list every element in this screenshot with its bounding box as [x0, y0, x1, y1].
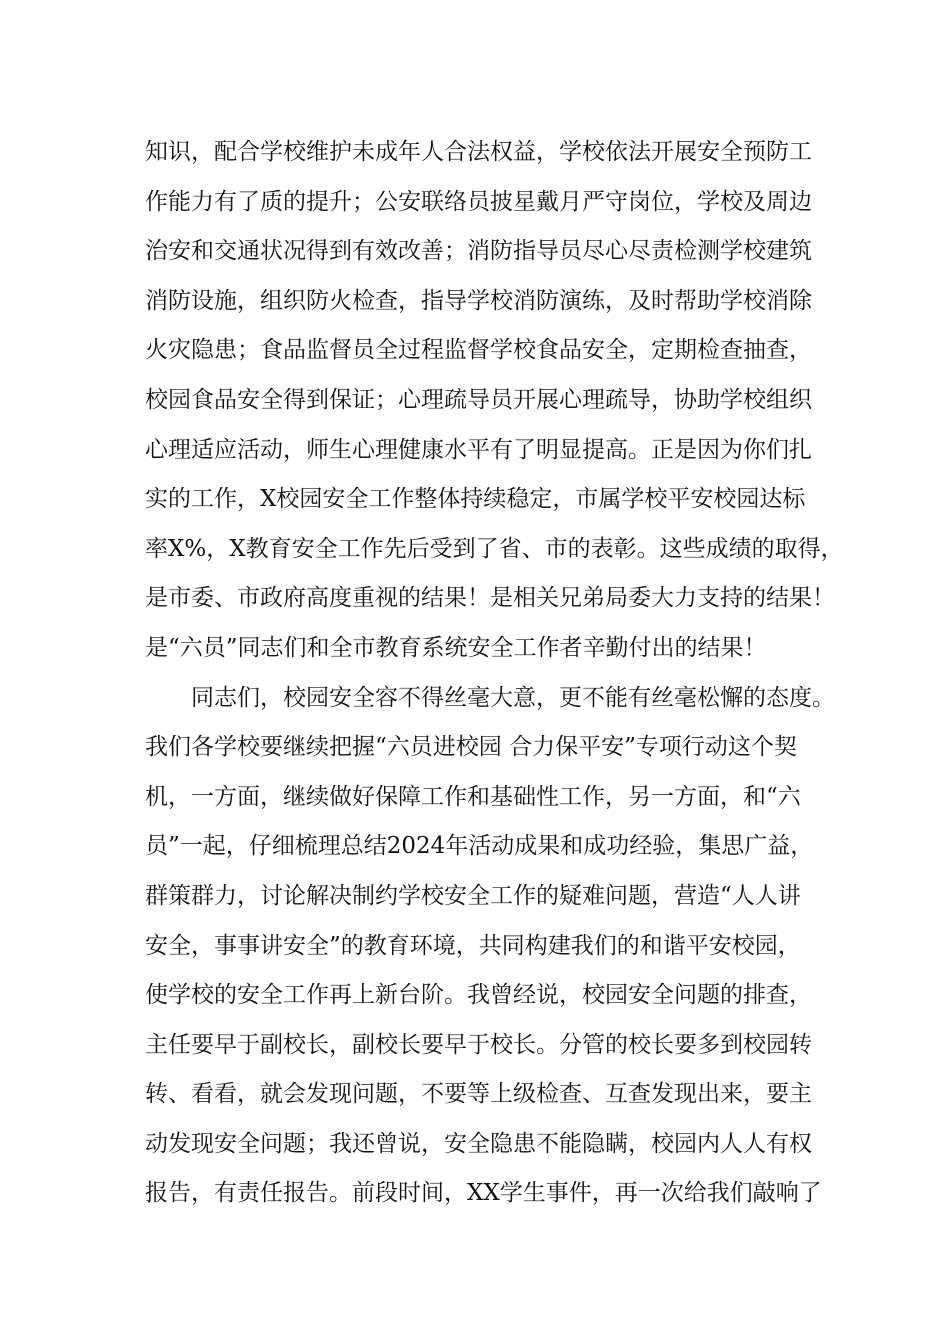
text-line: 员”一起，仔细梳理总结2024年活动成果和成功经验，集思广益，: [145, 833, 814, 860]
text-line: 心理适应活动，师生心理健康水平有了明显提高。正是因为你们扎: [145, 436, 812, 463]
text-line: 我们各学校要继续把握“六员进校园 合力保平安”专项行动这个契: [145, 734, 797, 761]
text-line: 是市委、市政府高度重视的结果！是相关兄弟局委大力支持的结果！: [145, 585, 835, 612]
text-line: 校园食品安全得到保证；心理疏导员开展心理疏导，协助学校组织: [145, 386, 812, 413]
text-line: 主任要早于副校长，副校长要早于校长。分管的校长要多到校园转: [145, 1031, 812, 1058]
text-line: 火灾隐患；食品监督员全过程监督学校食品安全，定期检查抽查，: [145, 337, 812, 364]
text-line: 转、看看，就会发现问题，不要等上级检查、互查发现出来，要主: [145, 1081, 812, 1108]
text-line: 治安和交通状况得到有效改善；消防指导员尽心尽责检测学校建筑: [145, 238, 812, 265]
text-line: 动发现安全问题；我还曾说，安全隐患不能隐瞒，校园内人人有权: [145, 1130, 812, 1157]
text-line: 安全，事事讲安全”的教育环境，共同构建我们的和谐平安校园，: [145, 932, 801, 959]
text-line: 实的工作，X校园安全工作整体持续稳定，市属学校平安校园达标: [145, 486, 806, 513]
text-line: 知识，配合学校维护未成年人合法权益，学校依法开展安全预防工: [145, 139, 812, 165]
text-line: 消防设施，组织防火检查，指导学校消防演练，及时帮助学校消除: [145, 287, 812, 314]
text-line: 使学校的安全工作再上新台阶。我曾经说，校园安全问题的排查，: [145, 982, 812, 1009]
paragraph-first-line: 同志们，校园安全容不得丝毫大意，更不能有丝毫松懈的态度。: [191, 684, 835, 711]
text-line: 是“六员”同志们和全市教育系统安全工作者辛勤付出的结果！: [145, 634, 767, 661]
body-text: [145, 128, 845, 1219]
text-line: 率X%，X教育安全工作先后受到了省、市的表彰。这些成绩的取得，: [145, 535, 844, 562]
text-line: 机，一方面，继续做好保障工作和基础性工作，另一方面，和“六: [145, 783, 801, 810]
text-line: 作能力有了质的提升；公安联络员披星戴月严守岗位，学校及周边: [145, 188, 812, 215]
text-line: 群策群力，讨论解决制约学校安全工作的疑难问题，营造“人人讲: [145, 882, 801, 909]
text-line: 报告，有责任报告。前段时间，XX学生事件，再一次给我们敲响了: [145, 1180, 822, 1207]
